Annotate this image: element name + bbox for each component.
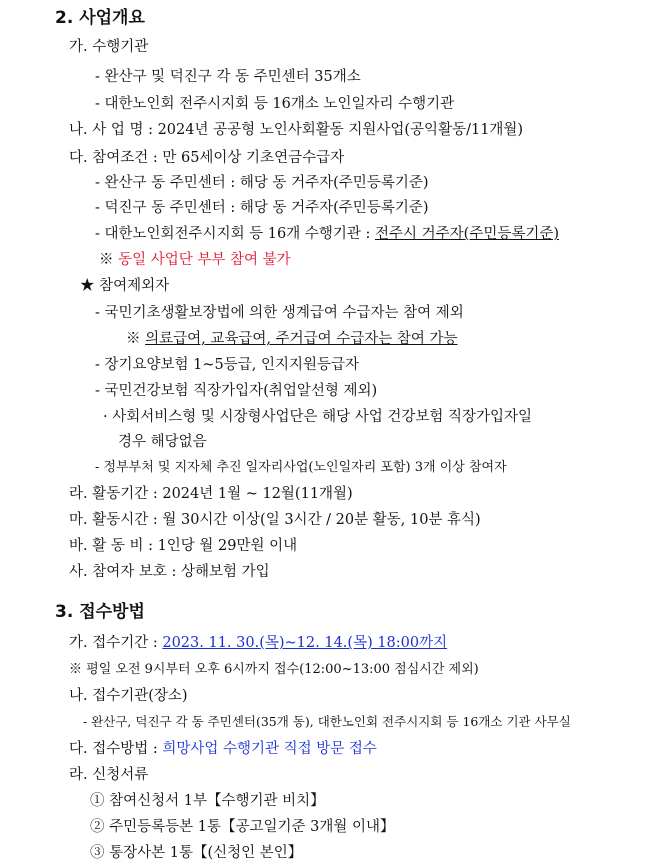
application-period — [69, 633, 447, 653]
activity-pay: 바. 활 동 비 : 1인당 월 29만원 이내 — [69, 538, 298, 554]
section-2-title: 2. 사업개요 — [55, 8, 145, 28]
eligibility-label: 다. 참여조건 : 만 65세이상 기초연금수급자 — [69, 150, 345, 166]
project-name: 나. 사 업 명 : 2024년 공공형 노인사회활동 지원사업(공익활동/11개월) — [69, 122, 524, 138]
exclusion-item-1: - 국민기초생활보장법에 의한 생계급여 수급자는 참여 제외 — [95, 305, 464, 321]
eligibility-item-3 — [95, 224, 559, 244]
application-period-dates: 2023. 11. 30.(목)~12. 14.(목) 18:00까지 — [162, 635, 448, 651]
agency-item-2: - 대한노인회 전주시지회 등 16개소 노인일자리 수행기관 — [95, 96, 455, 112]
eligibility-item-3-underline: 전주시 거주자(주민등록기준) — [375, 226, 560, 242]
document-item-2: ② 주민등록등본 1통【공고일기준 3개월 이내】 — [90, 819, 395, 835]
exclusion-item-3-sub-1: · 사회서비스형 및 시장형사업단은 해당 사업 건강보험 직장가입자일 — [103, 409, 533, 425]
eligibility-item-1: - 완산구 동 주민센터 : 해당 동 거주자(주민등록기준) — [95, 175, 429, 191]
application-method-text: 희망사업 수행기관 직접 방문 접수 — [162, 741, 377, 757]
agency-label: 가. 수행기관 — [69, 39, 149, 55]
couple-note-mark: ※ — [99, 252, 119, 268]
exclusion-note-mark: ※ — [126, 331, 146, 347]
eligibility-item-2: - 덕진구 동 주민센터 : 해당 동 거주자(주민등록기준) — [95, 200, 429, 216]
application-period-label: 가. 접수기간 : — [69, 635, 163, 651]
eligibility-item-3-text: - 대한노인회전주시지회 등 16개 수행기관 : — [95, 226, 376, 242]
participant-insurance: 사. 참여자 보호 : 상해보험 가입 — [69, 564, 270, 580]
documents-label: 라. 신청서류 — [69, 767, 149, 783]
exclusion-item-2: - 장기요양보험 1~5등급, 인지지원등급자 — [95, 357, 360, 373]
activity-hours: 마. 활동시간 : 월 30시간 이상(일 3시간 / 20분 활동, 10분 휴식) — [69, 512, 481, 528]
section-3-title: 3. 접수방법 — [55, 602, 145, 622]
couple-note — [99, 250, 291, 270]
application-place-item: - 완산구, 덕진구 각 동 주민센터(35개 동), 대한노인회 전주시지회 등 16개소 기관 사무실 — [83, 714, 571, 729]
agency-item-1: - 완산구 및 덕진구 각 동 주민센터 35개소 — [95, 69, 361, 85]
exclusion-item-3: - 국민건강보험 직장가입자(취업알선형 제외) — [95, 383, 378, 399]
activity-period: 라. 활동기간 : 2024년 1월 ~ 12월(11개월) — [69, 486, 353, 502]
application-method — [69, 739, 377, 759]
exclusion-item-3-sub-2: 경우 해당없음 — [118, 434, 207, 450]
application-place-label: 나. 접수기관(장소) — [69, 688, 188, 704]
exclusion-note-text: 의료급여, 교육급여, 주거급여 수급자는 참여 가능 — [145, 331, 458, 347]
application-hours-note: ※ 평일 오전 9시부터 오후 6시까지 접수(12:00~13:00 점심시간 제외) — [69, 662, 479, 677]
document-item-3: ③ 통장사본 1통【(신청인 본인】 — [90, 845, 303, 861]
exclusion-item-1-note — [126, 329, 458, 349]
application-method-label: 다. 접수방법 : — [69, 741, 163, 757]
exclusion-title: ★ 참여제외자 — [80, 278, 170, 294]
exclusion-item-4: - 정부부처 및 지자체 추진 일자리사업(노인일자리 포함) 3개 이상 참여자 — [95, 460, 507, 475]
document-item-1: ① 참여신청서 1부【수행기관 비치】 — [90, 793, 325, 809]
couple-note-text: 동일 사업단 부부 참여 불가 — [118, 252, 291, 268]
